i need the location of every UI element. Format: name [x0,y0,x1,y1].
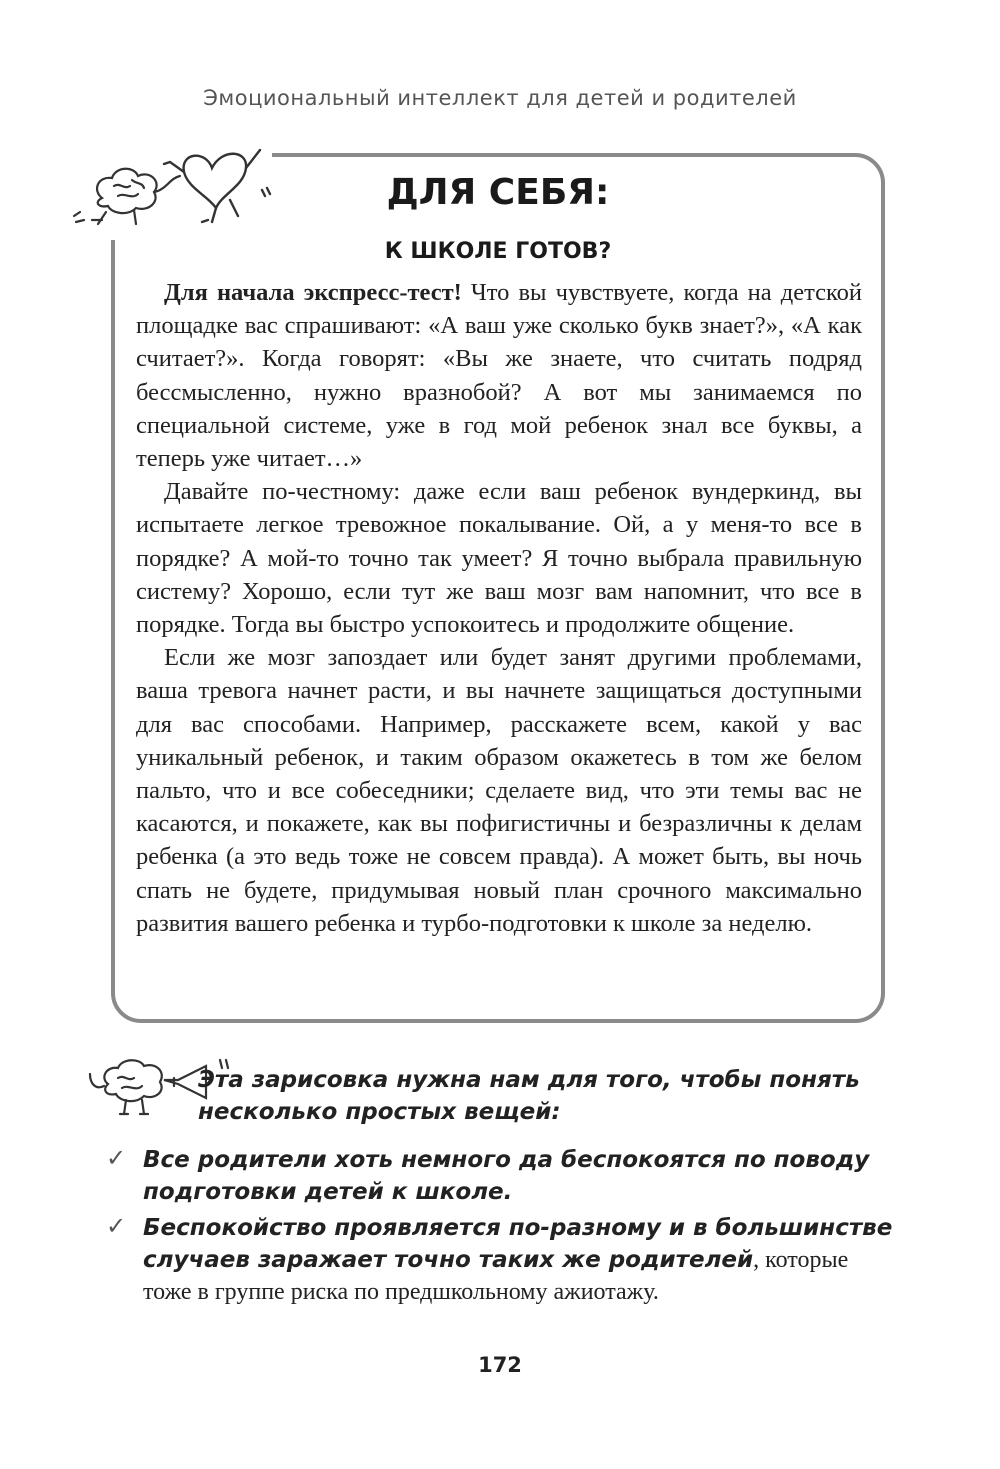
list-item [106,1212,896,1308]
list-item-text: Все родители хоть немного да беспокоятся по поводу подготовки детей к школе. [143,1147,870,1205]
page-number: 172 [478,1353,522,1377]
paragraph-1 [136,276,862,475]
box-subtitle: К ШКОЛЕ ГОТОВ? [384,239,612,264]
running-header: Эмоциональный интеллект для детей и родителей [203,86,797,110]
paragraph-2: Давайте по-честному: даже если ваш ребенок вундеркинд, вы испытаете легкое тревожное покалывание. Ой, а у меня-то все в порядке? А мой-то точно так умеет? Я точно выбрала правильную систему? Хорошо, если тут же ваш мозг вам напомнит, что все в порядке. Тогда вы быстро успокоитесь и продолжите общение. [136,478,862,639]
conclusions-list [106,1144,896,1312]
box-title: ДЛЯ СЕБЯ: [386,172,610,213]
paragraph-1-bold: Для начала экспресс-тест! [164,279,462,306]
intro-text: Эта зарисовка нужна нам для того, чтобы понять несколько простых вещей: [198,1067,860,1125]
checkmark-icon: ✓ [106,1144,127,1172]
list-item-text-emphasis: Беспокойство проявляется по-разному и в большинстве случаев заражает точно таких же родителей [143,1215,893,1273]
paragraph-3: Если же мозг запоздает или будет занят другими проблемами, ваша тревога начнет расти, и вы начнете защищаться доступными для вас способами. Например, расскажете всем, какой у вас уникальный ребенок, и таким образом окажетесь в том же белом пальто, что и все собеседники; сделаете вид, что эти темы вас не касаются, и покажете, как вы пофигистичны и безразличны к делам ребенка (а это ведь тоже не совсем правда). А может быть, вы ночь спать не будете, придумывая новый план срочного максимально развития вашего ребенка и турбо-подготовки к школе за неделю. [136,644,862,937]
checkmark-icon: ✓ [106,1212,127,1240]
paragraph-1-text: Что вы чувствуете, когда на детской площадке вас спрашивают: «А ваш уже сколько букв знает?», «А как считает?». Когда говорят: «Вы же знаете, что считать подряд бессмысленно, нужно вразнобой? А вот мы занимаемся по специальной системе, уже в год мой ребенок знал все буквы, а теперь уже читает…» [136,279,862,473]
list-item [106,1144,896,1208]
list-item-text-plain: , которые тоже в группе риска по предшкольному ажиотажу. [143,1247,849,1305]
box-body [136,276,862,940]
